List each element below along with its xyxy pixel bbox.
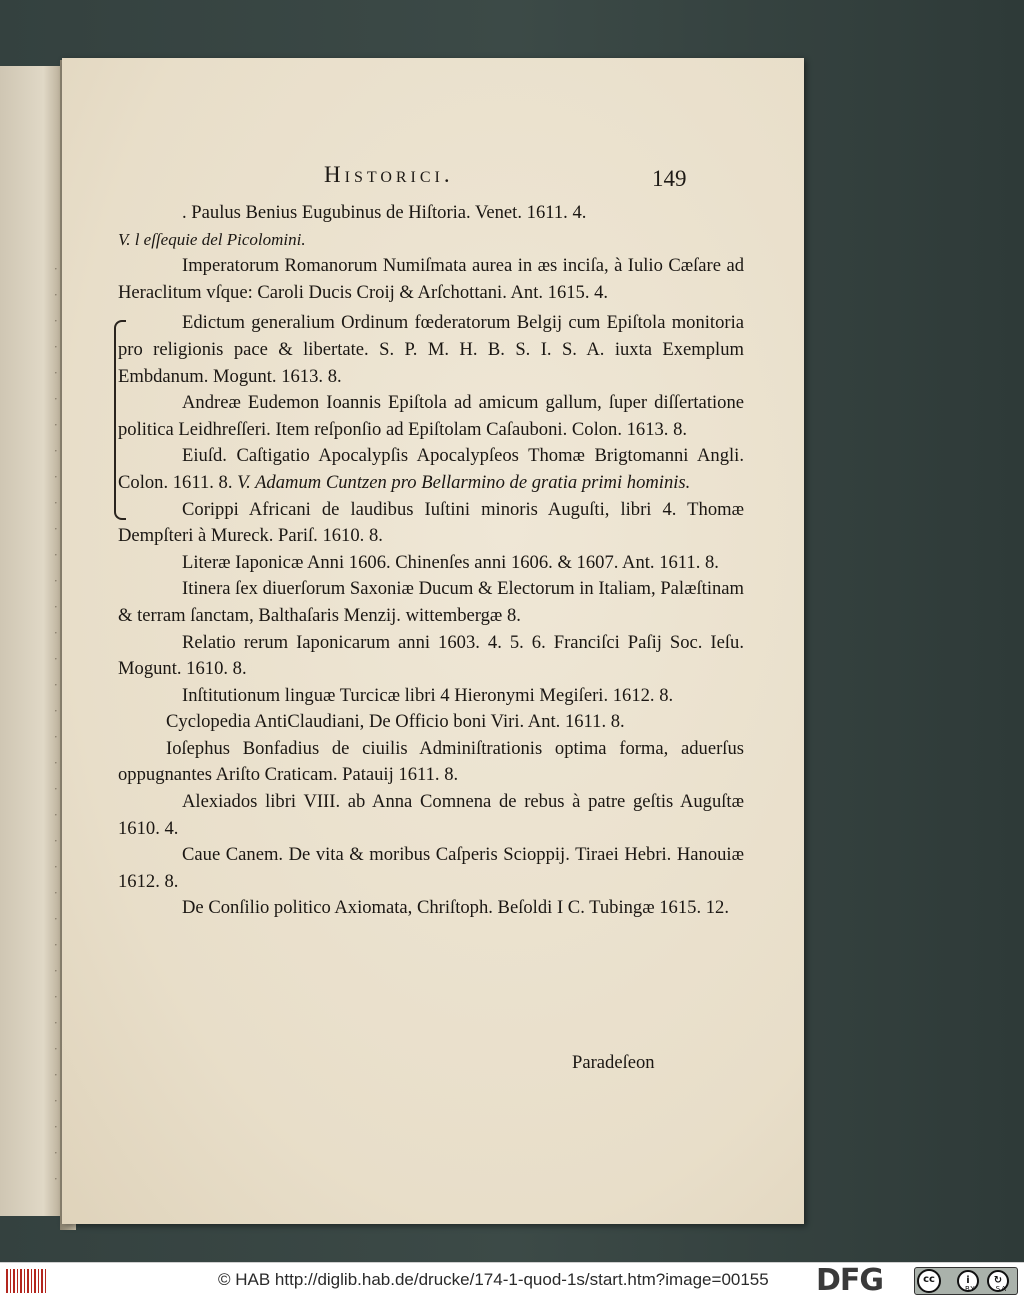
list-item: Corippi Africani de laudibus Iuſtini minoris Auguſti, libri 4. Thomæ Dempſteri à Mureck. Pariſ. 1610. 8. xyxy=(118,498,744,547)
license-label-sa: SA xyxy=(995,1285,1007,1293)
viewer-footer xyxy=(0,1262,1024,1299)
list-item: Cyclopedia AntiClaudiani, De Officio boni Viri. Ant. 1611. 8. xyxy=(166,711,625,733)
list-item: Imperatorum Romanorum Numiſmata aurea in æs inciſa, à Iulio Cæſare ad Heraclitum vſque: Caroli Ducis Croij & Arſchottani. Ant. 1615. 4. xyxy=(118,255,744,303)
list-item: Itinera ſex diuerſorum Saxoniæ Ducum & Electorum in Italiam, Palæſtinam & terram ſanctam, Balthaſaris Menzij. wittembergæ 8. xyxy=(118,578,744,626)
license-labels xyxy=(955,1285,1017,1293)
list-item: Relatio rerum Iaponicarum anni 1603. 4. 5. 6. Franciſci Paſij Soc. Ieſu. Mogunt. 1610. 8. xyxy=(118,631,744,680)
list-item: Literæ Iaponicæ Anni 1606. Chinenſes anni 1606. & 1607. Ant. 1611. 8. xyxy=(182,551,719,573)
list-item: De Conſilio politico Axiomata, Chriſtoph. Beſoldi I C. Tubingæ 1615. 12. xyxy=(182,897,729,919)
list-item: V. l eſſequie del Picolomini. xyxy=(118,229,306,249)
creative-commons-license-badge[interactable] xyxy=(914,1267,1018,1295)
running-head: Historici. xyxy=(324,162,454,187)
list-item: . Paulus Benius Eugubinus de Hiſtoria. Venet. 1611. 4. xyxy=(182,202,587,223)
attribution-person-icon: i xyxy=(957,1270,979,1292)
list-item: Alexiados libri VIII. ab Anna Comnena de rebus à patre geſtis Auguſtæ 1610. 4. xyxy=(118,791,744,839)
entry-text: Eiuſd. Caſtigatio Apocalypſis Apocalypſeos Thomæ Brigtomanni Angli. Colon. 1611. 8. xyxy=(118,445,744,493)
barcode-icon xyxy=(6,1269,46,1293)
entry-cross-reference: V. Adamum Cuntzen pro Bellarmino de gratia primi hominis. xyxy=(237,471,691,493)
list-item: Edictum generalium Ordinum fœderatorum Belgij cum Epiſtola monitoria pro religionis pace & libertate. S. P. M. H. B. S. I. S. A. iuxta Exemplum Embdanum. Mogunt. 1613. 8. xyxy=(118,312,744,387)
catchword: Paradeſeon xyxy=(572,1052,655,1073)
list-item: Caue Canem. De vita & moribus Caſperis Scioppij. Tiraei Hebri. Hanouiæ 1612. 8. xyxy=(118,844,744,892)
list-item: Inſtitutionum linguæ Turcicæ libri 4 Hieronymi Megiſeri. 1612. 8. xyxy=(182,684,674,706)
source-credit-link[interactable]: © HAB http://diglib.hab.de/drucke/174-1-quod-1s/start.htm?image=00155 xyxy=(218,1270,769,1289)
share-alike-icon: ↻ xyxy=(987,1270,1009,1292)
dfg-logo: DFG xyxy=(816,1263,884,1298)
license-label-by: BY xyxy=(964,1285,976,1293)
facing-page-bleed-text: · · · · · · · · · · · · · · · · · · · · · · · · · · · · · · · · · · · · xyxy=(53,261,58,1186)
cc-icon: cc xyxy=(917,1269,941,1293)
list-item: Andreæ Eudemon Ioannis Epiſtola ad amicum gallum, ſuper diſſertatione politica Leidhreſſeri. Item reſponſio ad Epiſtolam Caſauboni. Colon. 1613. 8. xyxy=(118,392,744,440)
page-number: 149 xyxy=(652,166,687,191)
book-page xyxy=(62,58,804,1224)
list-item: Ioſephus Bonfadius de ciuilis Adminiſtrationis optima forma, aduerſus oppugnantes Ariſto Craticam. Patauij 1611. 8. xyxy=(118,737,744,786)
facing-page-edge xyxy=(0,66,64,1216)
bibliography-list xyxy=(118,200,744,922)
list-item xyxy=(118,443,744,496)
